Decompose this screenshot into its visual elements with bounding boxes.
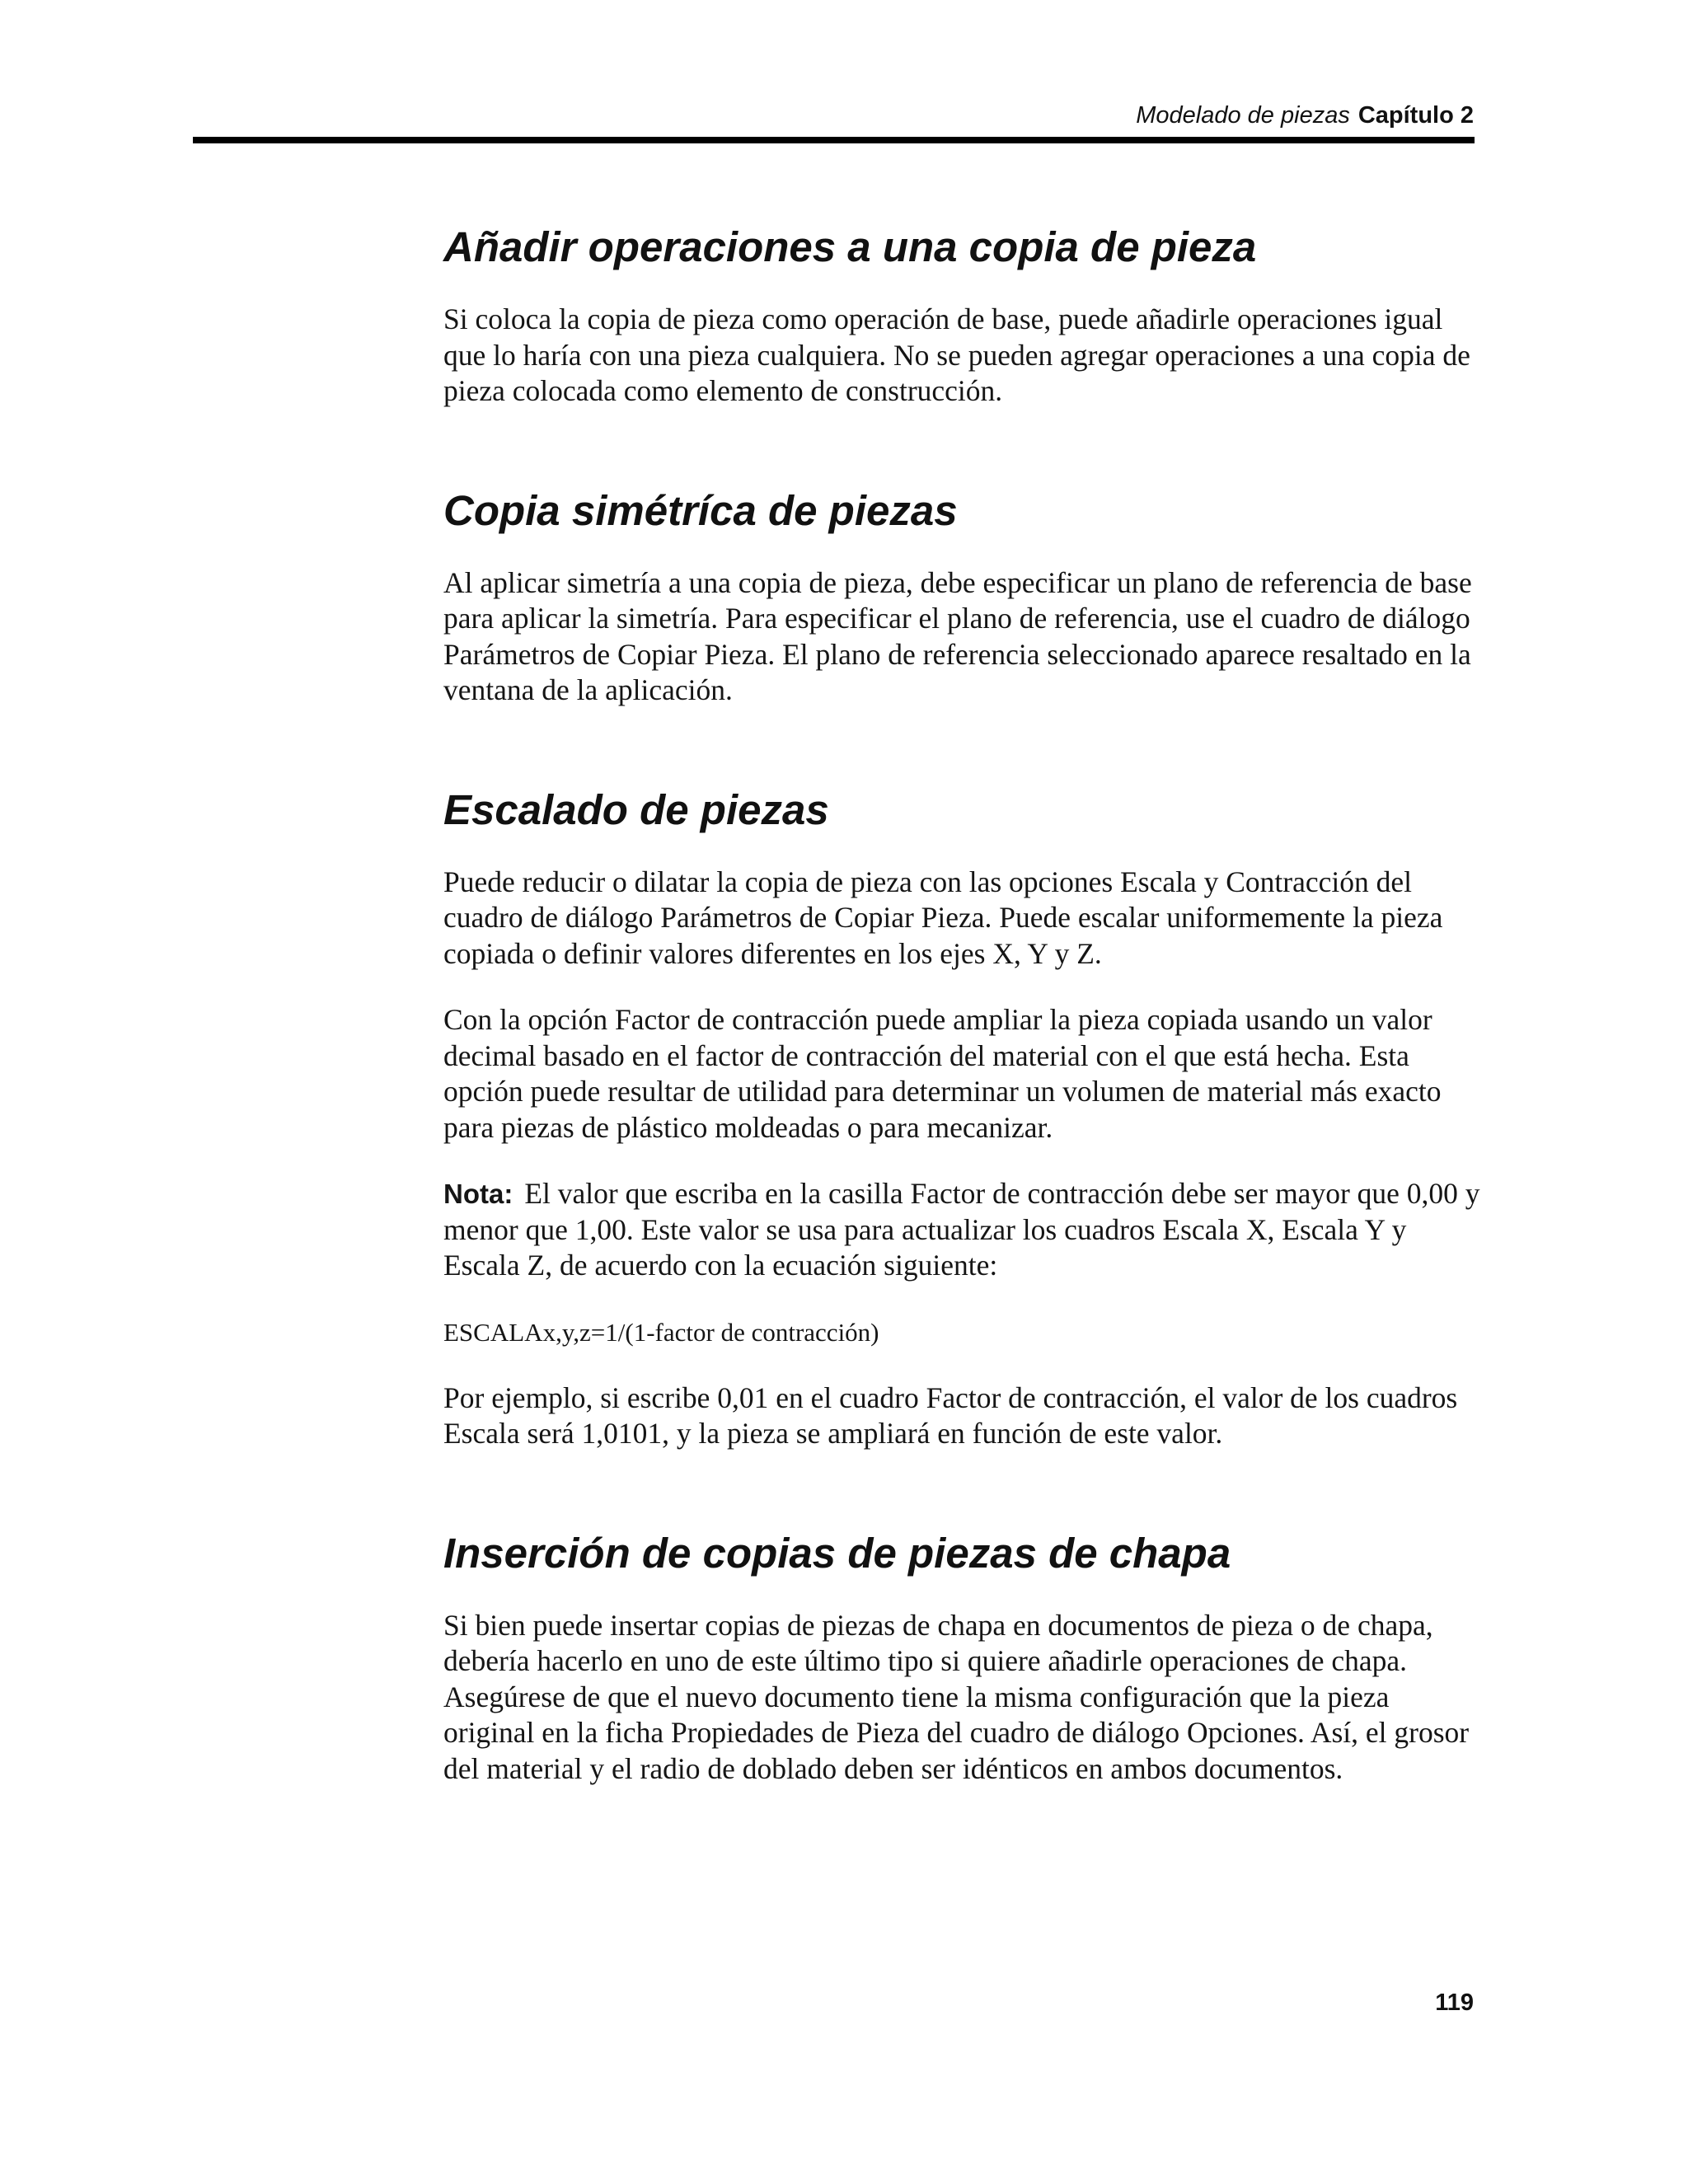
section-sheet-metal-copies	[443, 1527, 1484, 1788]
scale-formula: ESCALAx,y,z=1/(1-factor de contracción)	[443, 1317, 879, 1347]
section-mirror-copy	[443, 485, 1484, 709]
section-title: Añadir operaciones a una copia de pieza	[443, 223, 1257, 270]
page-number: 119	[1435, 1990, 1474, 2016]
section-title: Copia simétríca de piezas	[443, 486, 958, 534]
running-header	[193, 97, 1474, 134]
page-content	[443, 221, 1484, 1817]
paragraph: Con la opción Factor de contracción puede ampliar la pieza copiada usando un valor decimal basado en el factor de contracción del material con el que está hecha. Esta opción puede resultar de utilidad para determinar un volumen de material más exacto para piezas de plástico moldeadas o para mecanizar.	[443, 1003, 1442, 1144]
header-chapter-name: Modelado de piezas	[1136, 102, 1350, 129]
paragraph: Si bien puede insertar copias de piezas de chapa en documentos de pieza o de chapa, debería hacerlo en uno de este último tipo si quiere añadirle operaciones de chapa. Asegúrese de que el nuevo documento tiene la misma configuración que la pieza original en la ficha Propiedades de Pieza del cuadro de diálogo Opciones. Así, el grosor del material y el radio de doblado deben ser idénticos en ambos documentos.	[443, 1608, 1470, 1785]
section-title: Inserción de copias de piezas de chapa	[443, 1529, 1231, 1577]
note-paragraph	[443, 1176, 1484, 1284]
section-add-operations	[443, 221, 1484, 410]
paragraph: Al aplicar simetría a una copia de pieza, debe especificar un plano de referencia de base para aplicar la simetría. Para especificar el plano de referencia, use el cuadro de diálogo Parámetros de Copiar Pieza. El plano de referencia seleccionado aparece resaltado en la ventana de la aplicación.	[443, 565, 1472, 706]
section-scaling	[443, 784, 1484, 1452]
paragraph: Puede reducir o dilatar la copia de pieza con las opciones Escala y Contracción del cuadro de diálogo Parámetros de Copiar Pieza. Puede escalar uniformemente la pieza copiada o definir valores diferentes en los ejes X, Y y Z.	[443, 865, 1443, 970]
paragraph: Si coloca la copia de pieza como operación de base, puede añadirle operaciones igual que lo haría con una pieza cualquiera. No se pueden agregar operaciones a una copia de pieza colocada como elemento de construcción.	[443, 302, 1470, 407]
example-paragraph: Por ejemplo, si escribe 0,01 en el cuadro Factor de contracción, el valor de los cuadros Escala será 1,0101, y la pieza se ampliará en función de este valor.	[443, 1380, 1458, 1450]
header-chapter-number: Capítulo 2	[1357, 102, 1474, 129]
section-title: Escalado de piezas	[443, 785, 829, 833]
note-text: El valor que escriba en la casilla Factor de contracción debe ser mayor que 0,00 y menor que 1,00. Este valor se usa para actualizar los cuadros Escala X, Escala Y y Escala Z, de acuerdo con la ecuación siguiente:	[443, 1177, 1480, 1282]
note-label: Nota:	[443, 1179, 513, 1209]
header-rule	[193, 137, 1475, 143]
